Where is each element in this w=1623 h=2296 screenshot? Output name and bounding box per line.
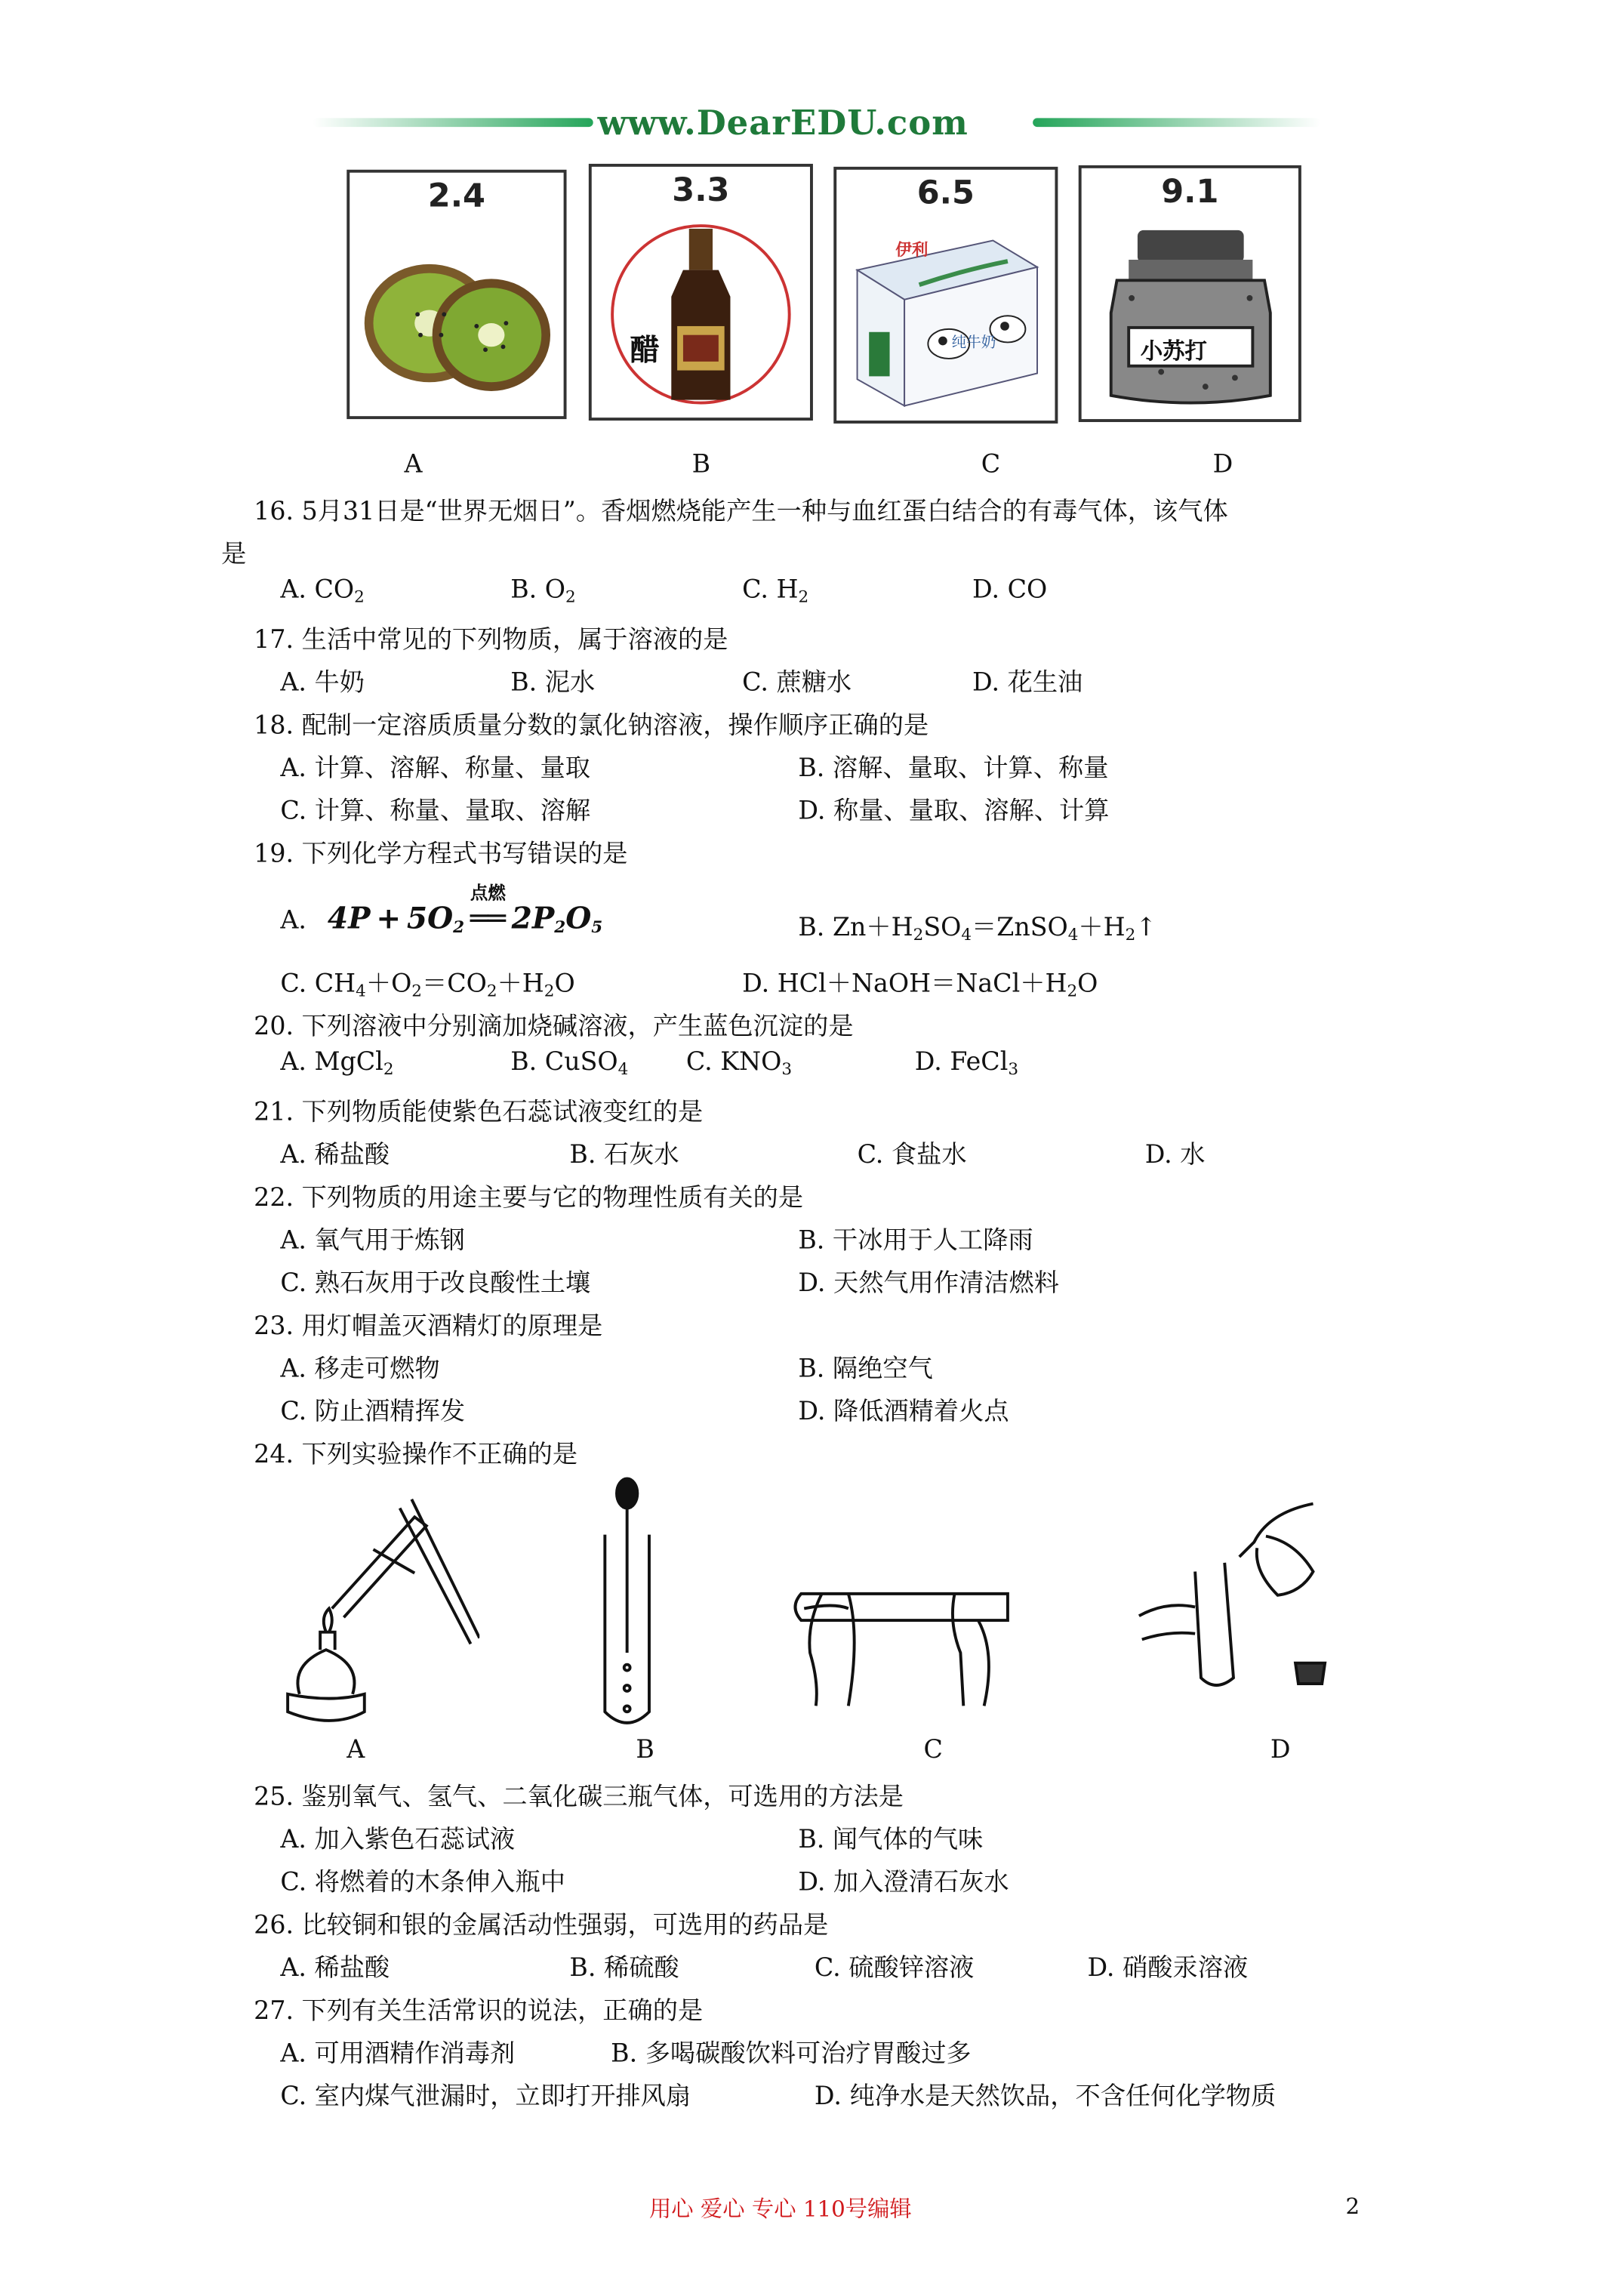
q24-label-c: C xyxy=(923,1735,943,1765)
ph-value: 6.5 xyxy=(916,175,975,213)
q18-option-d: D. 称量、量取、溶解、计算 xyxy=(798,797,1110,827)
carton-brand: 伊利 xyxy=(895,240,929,260)
q16-option-d: D. CO xyxy=(972,575,1048,606)
q20-option-d: D. FeCl$_3$ xyxy=(914,1047,1019,1079)
option-label: D. xyxy=(742,969,770,1000)
ph-value: 3.3 xyxy=(672,172,730,210)
q26-option-d: D. 硝酸汞溶液 xyxy=(1087,1953,1249,1983)
ph-value: 9.1 xyxy=(1161,174,1219,211)
q24-label-b: B xyxy=(636,1735,654,1765)
option-label: C. xyxy=(280,969,307,1000)
q19-option-c: C. $CH_4+O_2=CO_2+H_2O$ xyxy=(280,969,575,1001)
header-site-url: www.DearEDU.com xyxy=(597,103,969,143)
ph-value: 2.4 xyxy=(427,178,485,216)
q21-option-b: B. 石灰水 xyxy=(569,1140,679,1170)
q25-option-a: A. 加入紫色石蕊试液 xyxy=(280,1825,516,1855)
q21-option-a: A. 稀盐酸 xyxy=(280,1140,390,1170)
q16-stem-cont: 是 xyxy=(221,540,247,570)
ph-card-d xyxy=(1079,165,1301,422)
footer-text: 用心 爱心 专心 110号编辑 xyxy=(648,2196,912,2223)
q27-option-d: D. 纯净水是天然饮品，不含任何化学物质 xyxy=(814,2082,1277,2112)
option-label: B. xyxy=(798,913,825,943)
q19-equation-a: $4P + 5O_2$ 点燃 ══ $2P_2O_5$ xyxy=(328,900,602,937)
heating-test-tube-icon xyxy=(273,1490,480,1727)
q24-stem: 24. 下列实验操作不正确的是 xyxy=(254,1440,578,1470)
q18-option-a: A. 计算、溶解、称量、量取 xyxy=(280,754,590,784)
q16-stem: 16. 5月31日是“世界无烟日”。香烟燃烧能产生一种与血红蛋白结合的有毒气体，该气体 xyxy=(254,497,1228,527)
q16-option-b: B. $O_2$ xyxy=(510,575,576,607)
ph-card-c xyxy=(833,167,1058,424)
q25-option-b: B. 闻气体的气味 xyxy=(798,1825,984,1855)
q27-option-a: A. 可用酒精作消毒剂 xyxy=(280,2039,516,2069)
q20-stem: 20. 下列溶液中分别滴加烧碱溶液，产生蓝色沉淀的是 xyxy=(254,1012,854,1042)
q17-stem: 17. 生活中常见的下列物质，属于溶液的是 xyxy=(254,625,728,655)
q24-label-a: A xyxy=(346,1735,365,1765)
carton-product: 纯牛奶 xyxy=(951,334,996,352)
q18-option-c: C. 计算、称量、量取、溶解 xyxy=(280,797,591,827)
pouring-liquid-icon xyxy=(1136,1498,1357,1705)
baking-soda-jar-icon xyxy=(1102,224,1280,410)
q19-option-b: B. $Zn+H_2SO_4=ZnSO_4+H_2↑$ xyxy=(798,913,1157,945)
ph-card-a xyxy=(346,170,566,419)
q25-option-c: C. 将燃着的木条伸入瓶中 xyxy=(280,1868,566,1898)
q16-option-c: C. $H_2$ xyxy=(742,575,809,607)
q16-option-a: A. $CO_2$ xyxy=(280,575,365,607)
q19-stem: 19. 下列化学方程式书写错误的是 xyxy=(254,840,628,870)
q22-stem: 22. 下列物质的用途主要与它的物理性质有关的是 xyxy=(254,1183,804,1213)
q18-option-b: B. 溶解、量取、计算、称量 xyxy=(798,754,1109,784)
milk-carton-icon xyxy=(845,226,1046,411)
q21-option-c: C. 食盐水 xyxy=(857,1140,967,1170)
option-text: A. MgCl xyxy=(280,1047,383,1077)
q24-label-d: D xyxy=(1270,1735,1291,1765)
q22-option-c: C. 熟石灰用于改良酸性土壤 xyxy=(280,1268,591,1299)
q23-option-c: C. 防止酒精挥发 xyxy=(280,1397,466,1428)
q23-option-b: B. 隔绝空气 xyxy=(798,1354,933,1385)
option-text: C. KNO xyxy=(685,1047,782,1077)
q23-option-a: A. 移走可燃物 xyxy=(280,1354,440,1385)
q25-stem: 25. 鉴别氧气、氢气、二氧化碳三瓶气体，可选用的方法是 xyxy=(254,1783,904,1813)
q27-stem: 27. 下列有关生活常识的说法，正确的是 xyxy=(254,1996,704,2026)
page-number: 2 xyxy=(1345,2193,1360,2220)
q22-option-b: B. 干冰用于人工降雨 xyxy=(798,1226,1033,1256)
q22-option-d: D. 天然气用作清洁燃料 xyxy=(798,1268,1060,1299)
option-text: D. FeCl xyxy=(914,1047,1009,1077)
q26-option-a: A. 稀盐酸 xyxy=(280,1953,390,1983)
q26-option-c: C. 硫酸锌溶液 xyxy=(814,1953,975,1983)
ph-option-a: A xyxy=(404,450,423,480)
q19-option-d: D. $HCl+NaOH=NaCl+H_2O$ xyxy=(742,969,1098,1001)
q23-stem: 23. 用灯帽盖灭酒精灯的原理是 xyxy=(254,1311,603,1342)
q19-option-a-label: A. xyxy=(280,906,306,936)
q21-option-d: D. 水 xyxy=(1144,1140,1206,1170)
ph-card-b xyxy=(589,164,813,421)
vinegar-bottle-icon xyxy=(603,220,798,408)
q20-option-c: C. $KNO_3$ xyxy=(685,1047,793,1079)
option-text: C. H xyxy=(742,575,799,606)
q21-stem: 21. 下列物质能使紫色石蕊试液变红的是 xyxy=(254,1098,704,1128)
header-right-swoosh xyxy=(1033,118,1320,127)
option-text: B. CuSO xyxy=(510,1047,618,1077)
dropper-in-tube-icon xyxy=(590,1476,664,1742)
jar-label: 小苏打 xyxy=(1140,337,1207,365)
option-text: B. O xyxy=(510,575,566,606)
q27-option-b: B. 多喝碳酸饮料可治疗胃酸过多 xyxy=(611,2039,972,2069)
ph-option-d: D xyxy=(1212,450,1233,480)
q22-option-a: A. 氧气用于炼钢 xyxy=(280,1226,465,1256)
q17-option-c: C. 蔗糖水 xyxy=(742,668,852,698)
vinegar-label: 醋 xyxy=(630,331,660,368)
q20-option-a: A. MgCl$_2$ xyxy=(280,1047,394,1079)
q27-option-c: C. 室内煤气泄漏时，立即打开排风扇 xyxy=(280,2082,691,2112)
q23-option-d: D. 降低酒精着火点 xyxy=(798,1397,1009,1428)
q26-stem: 26. 比较铜和银的金属活动性强弱，可选用的药品是 xyxy=(254,1911,829,1941)
reaction-condition: 点燃 xyxy=(470,882,506,904)
q20-option-b: B. CuSO$_4$ xyxy=(510,1047,629,1079)
q25-option-d: D. 加入澄清石灰水 xyxy=(798,1868,1009,1898)
q26-option-b: B. 稀硫酸 xyxy=(569,1953,679,1983)
q17-option-d: D. 花生油 xyxy=(972,668,1083,698)
shaking-test-tube-icon xyxy=(790,1564,1026,1712)
q17-option-a: A. 牛奶 xyxy=(280,668,365,698)
option-text: A. CO xyxy=(280,575,355,606)
q18-stem: 18. 配制一定溶质质量分数的氯化钠溶液，操作顺序正确的是 xyxy=(254,711,929,741)
ph-option-c: C xyxy=(981,450,1001,480)
q17-option-b: B. 泥水 xyxy=(510,668,596,698)
kiwi-fruit-icon xyxy=(359,232,555,406)
ph-option-b: B xyxy=(691,450,711,480)
header-left-swoosh xyxy=(313,118,593,127)
